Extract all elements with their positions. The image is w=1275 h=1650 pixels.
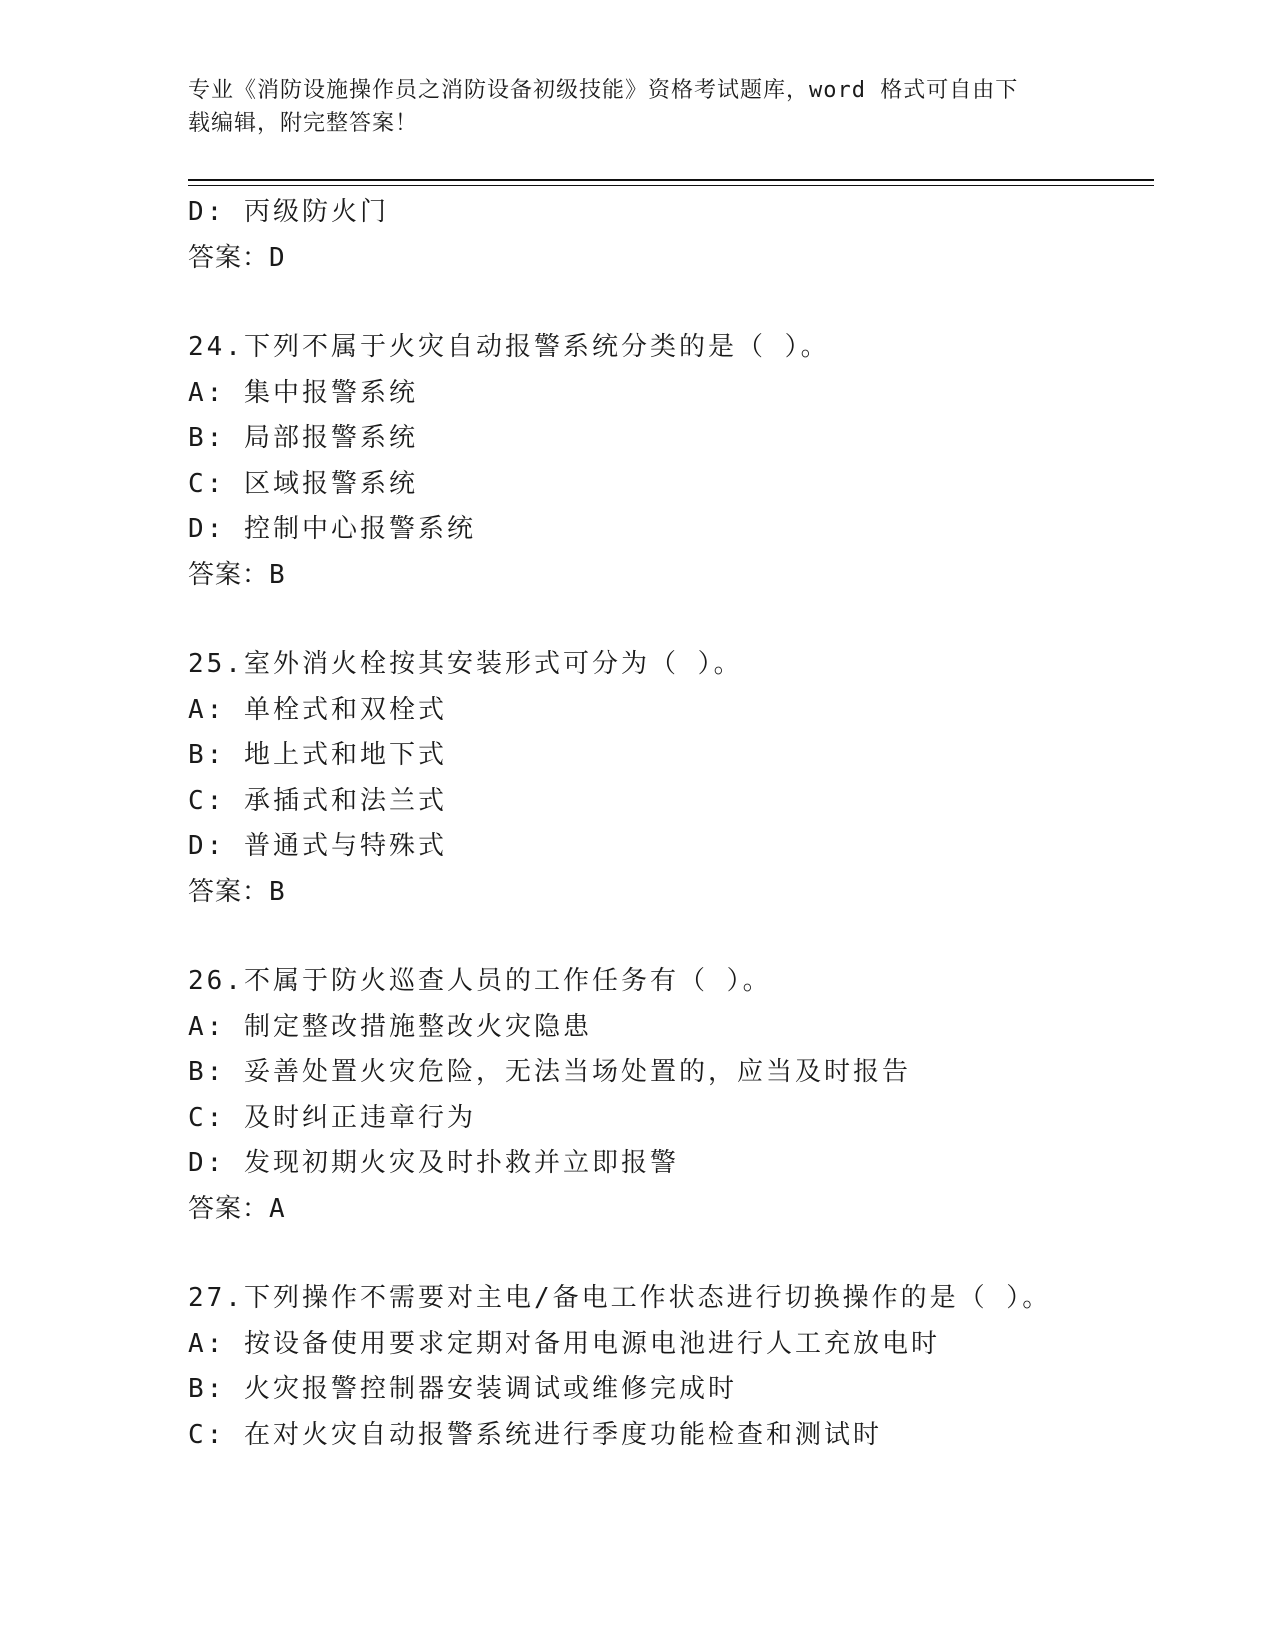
option-c: C: 承插式和法兰式 <box>188 785 447 816</box>
spacer <box>188 598 1154 642</box>
answer-line: 答案：B <box>188 559 286 590</box>
answer-line: 答案：D <box>188 242 286 273</box>
question-27 <box>188 1276 1154 1458</box>
question-26 <box>188 959 1154 1232</box>
option-a: A: 集中报警系统 <box>188 377 418 408</box>
option-d: D: 普通式与特殊式 <box>188 831 447 861</box>
header-divider-thick <box>188 179 1154 181</box>
header-line-1: 专业《消防设施操作员之消防设备初级技能》资格考试题库，word 格式可自由下 <box>188 78 1019 103</box>
option-a: A: 制定整改措施整改火灾隐患 <box>188 1011 592 1042</box>
option-b: B: 局部报警系统 <box>188 423 418 453</box>
question-stem: 27.下列操作不需要对主电/备电工作状态进行切换操作的是（ ）。 <box>188 1283 1052 1313</box>
question-25 <box>188 642 1154 915</box>
option-a: A: 按设备使用要求定期对备用电源电池进行人工充放电时 <box>188 1328 940 1359</box>
spacer <box>188 915 1154 959</box>
option-b: B: 妥善处置火灾危险，无法当场处置的，应当及时报告 <box>188 1057 911 1087</box>
option-d: D: 发现初期火灾及时扑救并立即报警 <box>188 1148 679 1178</box>
option-b: B: 火灾报警控制器安装调试或维修完成时 <box>188 1374 737 1404</box>
question-stem: 25.室外消火栓按其安装形式可分为（ ）。 <box>188 649 743 679</box>
question-list <box>188 190 1154 1458</box>
document-header <box>188 74 1088 140</box>
answer-line: 答案：B <box>188 876 286 907</box>
option-b: B: 地上式和地下式 <box>188 740 447 770</box>
spacer <box>188 281 1154 325</box>
spacer <box>188 1232 1154 1276</box>
question-stem: 26.不属于防火巡查人员的工作任务有（ ）。 <box>188 966 772 996</box>
question-stem: 24.下列不属于火灾自动报警系统分类的是（ ）。 <box>188 332 830 362</box>
header-divider-thin <box>188 185 1154 186</box>
question-24 <box>188 325 1154 598</box>
option-a: A: 单栓式和双栓式 <box>188 694 447 725</box>
option-c: C: 区域报警系统 <box>188 468 418 499</box>
option-d: D: 丙级防火门 <box>188 197 389 227</box>
question-carryover <box>188 190 1154 281</box>
answer-line: 答案：A <box>188 1193 286 1224</box>
option-d: D: 控制中心报警系统 <box>188 514 476 544</box>
option-c: C: 在对火灾自动报警系统进行季度功能检查和测试时 <box>188 1419 882 1450</box>
option-c: C: 及时纠正违章行为 <box>188 1102 476 1133</box>
header-line-2: 载编辑，附完整答案！ <box>188 111 419 136</box>
